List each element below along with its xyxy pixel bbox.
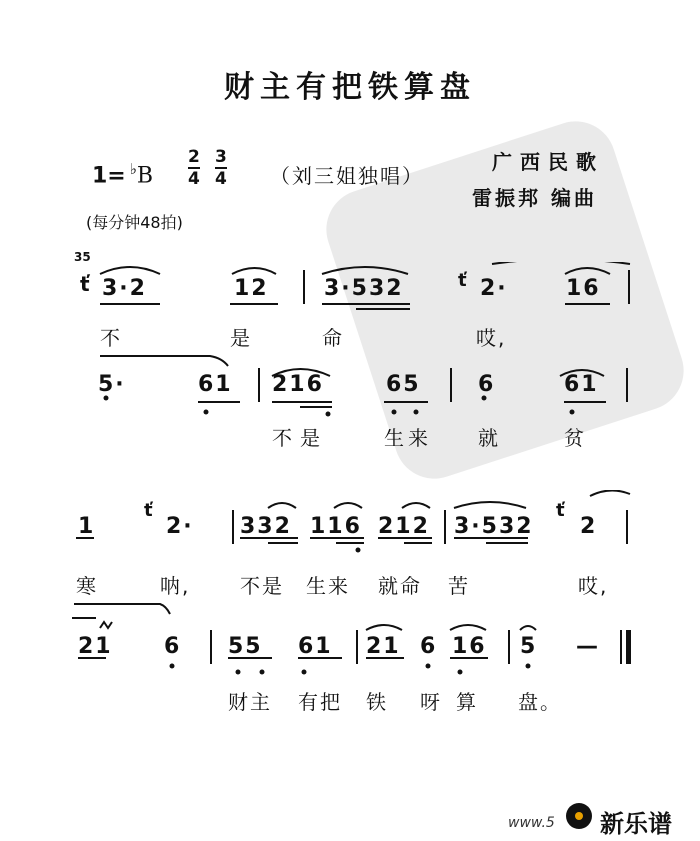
note-group: 116 — [310, 514, 362, 539]
grace-mark: ť — [556, 500, 567, 521]
bar-line — [444, 510, 446, 544]
lyric: 有把 — [298, 690, 342, 714]
note-group: 332 — [240, 514, 292, 539]
grace-mark: ť — [80, 272, 92, 296]
time-signature-2: $\frac{3}{4}$ — [214, 147, 227, 189]
staff-2 — [0, 352, 700, 452]
lyric: 不 — [272, 426, 294, 450]
grace-mark: ť — [144, 500, 155, 521]
bar-line — [508, 630, 510, 664]
bar-line — [232, 510, 234, 544]
note-group: 61 — [564, 372, 599, 397]
bar-line — [303, 270, 305, 304]
lyric: 就命 — [378, 574, 422, 598]
note-group: 16 — [566, 276, 601, 301]
lyric: 不 — [100, 326, 122, 350]
note-group: 61 — [198, 372, 233, 397]
time-signatures — [188, 148, 227, 188]
note-group: 6 — [164, 634, 182, 659]
lyric: 命 — [322, 326, 344, 350]
lyric: 呐, — [160, 574, 191, 598]
lyric: 铁 — [366, 690, 388, 714]
note-group: 1 — [78, 514, 96, 539]
note-group: 61 — [298, 634, 333, 659]
lyric: 来 — [408, 426, 430, 450]
lyric: 算 — [456, 690, 478, 714]
note-group: 5 — [520, 634, 538, 659]
bar-line — [626, 368, 628, 402]
lyric: 生 — [384, 426, 406, 450]
note-group: 6 — [478, 372, 496, 397]
tempo-marking: (每分钟48拍) — [86, 213, 183, 232]
note-group: 5· — [98, 372, 126, 397]
note-group: 2 — [580, 514, 598, 539]
song-origin: 广西民歌 — [492, 150, 604, 174]
note-group: 21 — [78, 634, 113, 659]
note-group: 3·532 — [324, 276, 404, 301]
end-bar-line-thick — [626, 630, 631, 664]
grace-mark: ť — [458, 270, 469, 291]
key-note: B — [136, 163, 153, 189]
note-group: 55 — [228, 634, 263, 659]
note-group: 2· — [166, 514, 194, 539]
lyric: 生来 — [306, 574, 350, 598]
bar-line — [628, 270, 630, 304]
record-disc-icon — [566, 803, 592, 829]
lyric: 不是 — [240, 574, 284, 598]
staff-4 — [0, 600, 700, 720]
staff-3 — [0, 490, 700, 600]
note-group: 65 — [386, 372, 421, 397]
time-signature-1: $\frac{2}{4}$ — [188, 147, 200, 189]
note-group: 3·2 — [102, 276, 147, 301]
bar-line — [450, 368, 452, 402]
lyric: 贫 — [564, 426, 586, 450]
note-group: 212 — [378, 514, 430, 539]
lyric: 哎, — [578, 574, 609, 598]
lyric: 盘。 — [518, 690, 562, 714]
note-group: 2· — [480, 276, 508, 301]
bar-line — [626, 510, 628, 544]
lyric: 呀 — [420, 690, 442, 714]
note-group: 21 — [366, 634, 401, 659]
note-group: 6 — [420, 634, 438, 659]
flat-sign: ♭ — [129, 160, 137, 178]
end-bar-line-thin — [620, 630, 622, 664]
measure-number: 35 — [74, 250, 91, 264]
note-group: 16 — [452, 634, 487, 659]
lyric: 是 — [300, 426, 322, 450]
note-group: — — [576, 634, 600, 659]
note-group: 3·532 — [454, 514, 534, 539]
key-label: 1= — [92, 163, 126, 189]
bar-line — [258, 368, 260, 402]
composer: 雷振邦 编曲 — [472, 186, 597, 210]
singer-note: （刘三姐独唱） — [270, 164, 424, 188]
lyric: 就 — [478, 426, 500, 450]
song-title: 财主有把铁算盘 — [224, 70, 476, 105]
key-signature — [92, 160, 153, 188]
lyric: 是 — [230, 326, 252, 350]
bar-line — [356, 630, 358, 664]
note-group: 216 — [272, 372, 324, 397]
brand-logo-text: 新乐谱 — [600, 810, 672, 838]
lyric: 财主 — [228, 690, 272, 714]
watermark-url: www.5 — [508, 815, 555, 831]
lyric: 哎, — [476, 326, 507, 350]
lyric: 寒 — [76, 574, 98, 598]
bar-line — [210, 630, 212, 664]
note-group: 12 — [234, 276, 269, 301]
lyric: 苦 — [448, 574, 470, 598]
staff-1 — [0, 262, 700, 352]
